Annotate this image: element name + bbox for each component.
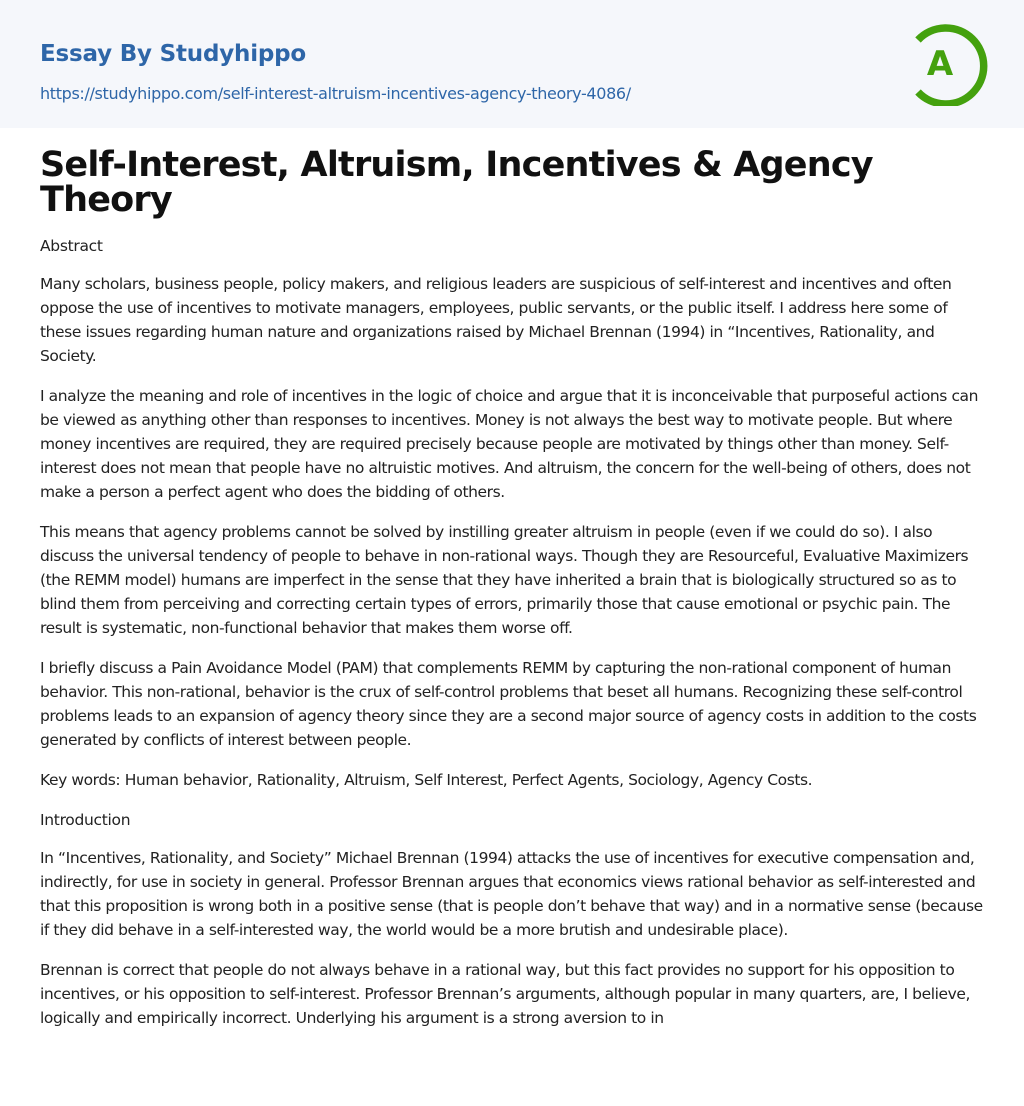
site-header: [0, 0, 1024, 128]
brand-title: Essay By Studyhippo: [40, 41, 307, 67]
source-url-link[interactable]: https://studyhippo.com/self-interest-altruism-incentives-agency-theory-4086/: [40, 84, 631, 103]
svg-text:A: A: [926, 44, 954, 84]
essay-title: Self-Interest, Altruism, Incentives & Agency Theory: [40, 145, 873, 220]
introduction-section: [40, 808, 986, 1030]
paragraph: This means that agency problems cannot be solved by instilling greater altruism in people (even if we could do so). I also discuss the universal tendency of people to behave in non-rational ways. Though they are Resourceful, Evaluative Maximizers (the REMM model) humans are imperfect in the sense that they have inherited a brain that is biologically structured so as to blind them from perceiving and correcting certain types of errors, primarily those that cause emotional or psychic pain. The result is systematic, non-functional behavior that makes them worse off.: [40, 523, 969, 637]
paragraph: I briefly discuss a Pain Avoidance Model (PAM) that complements REMM by capturing the non-rational component of human behavior. This non-rational, behavior is the crux of self-control problems that beset all humans. Recognizing these self-control problems leads to an expansion of agency theory since they are a second major source of agency costs in addition to the costs generated by conflicts of interest between people.: [40, 659, 977, 749]
keywords-paragraph: Key words: Human behavior, Rationality, Altruism, Self Interest, Perfect Agents, Sociology, Agency Costs.: [40, 771, 813, 789]
studyhippo-logo-icon[interactable]: [912, 18, 988, 106]
section-heading-introduction: Introduction: [40, 811, 131, 829]
abstract-section: [40, 234, 986, 792]
section-heading-abstract: Abstract: [40, 237, 103, 255]
paragraph: Many scholars, business people, policy makers, and religious leaders are suspicious of self-interest and incentives and often oppose the use of incentives to motivate managers, employees, public servants, or the public itself. I address here some of these issues regarding human nature and organizations raised by Michael Brennan (1994) in “Incentives, Rationality, and Society.: [40, 275, 952, 365]
paragraph: I analyze the meaning and role of incentives in the logic of choice and argue that it is inconceivable that purposeful actions can be viewed as anything other than responses to incentives. Money is not always the best way to motivate people. But where money incentives are required, they are required precisely because people are motivated by things other than money. Self-interest does not mean that people have no altruistic motives. And altruism, the concern for the well-being of others, does not make a person a perfect agent who does the bidding of others.: [40, 387, 979, 501]
paragraph: Brennan is correct that people do not always behave in a rational way, but this fact provides no support for his opposition to incentives, or his opposition to self-interest. Professor Brennan’s arguments, although popular in many quarters, are, I believe, logically and empirically incorrect. Underlying his argument is a strong aversion to in: [40, 961, 970, 1027]
essay-content: [40, 145, 986, 1046]
paragraph: In “Incentives, Rationality, and Society” Michael Brennan (1994) attacks the use of incentives for executive compensation and, indirectly, for use in society in general. Professor Brennan argues that economics views rational behavior as self-interested and that this proposition is wrong both in a positive sense (that is people don’t behave that way) and in a normative sense (because if they did behave in a self-interested way, the world would be a more brutish and undesirable place).: [40, 849, 983, 939]
